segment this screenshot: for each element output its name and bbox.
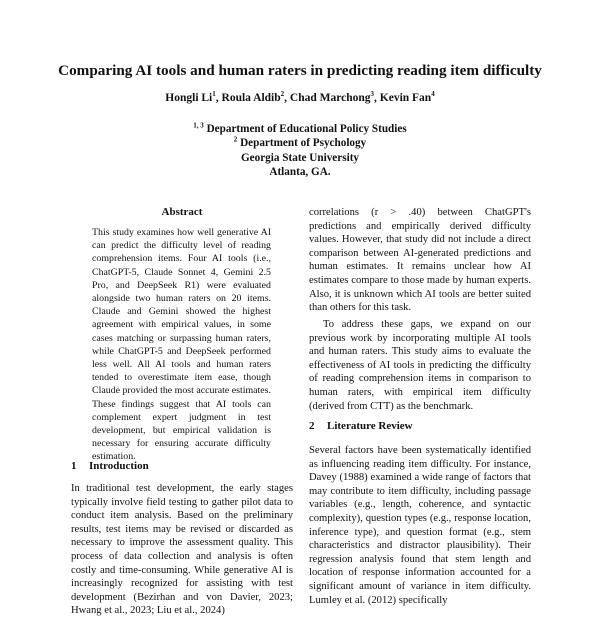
author: Chad Marchong$^3$, — [289, 90, 380, 104]
section-heading-introduction: 1 Introduction — [71, 460, 149, 472]
paper-title: Comparing AI tools and human raters in predicting reading item difficulty — [58, 62, 542, 79]
abstract-heading: Abstract — [161, 206, 203, 218]
affiliations — [0, 122, 600, 180]
affiliation-line: $^2$ Department of Psychology — [233, 135, 367, 150]
section-heading-literature-review: 2 Literature Review — [309, 420, 413, 432]
author: Roula Aldib$^2$, — [221, 90, 290, 104]
introduction-paragraph: In traditional test development, the early stages typically involve field testing to gather pilot data to conduct item analysis. Based on the preliminary results, test items may be revised or discarded as necessary to improve the assessment quality. This process of data collection and analysis is often costly and time-consuming. While generative AI is increasingly recognized for assisting with test development (Bezirhan and von Davier, 2023; Hwang et al., 2023; Liu et al., 2024) — [71, 483, 293, 617]
literature-review-paragraph: Several factors have been systematically identified as influencing reading item difficulty. For instance, Davey (1988) examined a wide range of factors that may contribute to item difficulty, including passage variables (e.g., length, coherence, and syntactic complexity), question types (e.g., response location, inference type), and question format (e.g., stem characteristics and distractor plausibility). Their regression analysis found that stem length and location of response information accounted for a significant amount of variance in item difficulty. Lumley et al. (2012) specifically — [309, 445, 531, 606]
affiliation-line: $^{1, 3}$ Department of Educational Policy Studies — [193, 121, 407, 135]
author: Kevin Fan$^4$ — [379, 90, 435, 104]
abstract-text: This study examines how well generative AI can predict the difficulty level of reading comprehension items. Four AI tools (i.e., ChatGPT-5, Claude Sonnet 4, Gemini 2.5 Pro, and DeepSeek R1) were evaluated alongside two human raters on 20 items. Claude and Gemini showed the highest agreement with empirical values, in some cases matching or surpassing human raters, while ChatGPT-5 and DeepSeek performed less well. All AI tools and human raters tended to overestimate item ease, though Claude provided the most accurate estimates. These findings suggest that AI tools can complement expert judgment in test development, but empirical validation is necessary for ensuring accurate difficulty estimation. — [92, 227, 271, 463]
body-paragraph: To address these gaps, we expand on our previous work by incorporating multiple AI tools and human raters. This study aims to evaluate the effectiveness of AI tools in predicting the difficulty of reading comprehension items in comparison to human raters, with empirical item difficulty (derived from CTT) as the benchmark. — [309, 319, 531, 412]
affiliation-line: Georgia State University — [240, 151, 360, 164]
author: Hongli Li$^1$, — [165, 90, 222, 104]
author-list — [0, 92, 600, 104]
affiliation-line: Atlanta, GA. — [269, 166, 331, 179]
body-paragraph: correlations (r > .40) between ChatGPT's predictions and empirically derived difficulty values. However, that study did not include a direct comparison between AI-generated predictions and human estimates. It remains unclear how AI estimates compare to those made by human experts. Also, it is unknown which AI tools are better suited than others for this task. — [309, 207, 531, 314]
